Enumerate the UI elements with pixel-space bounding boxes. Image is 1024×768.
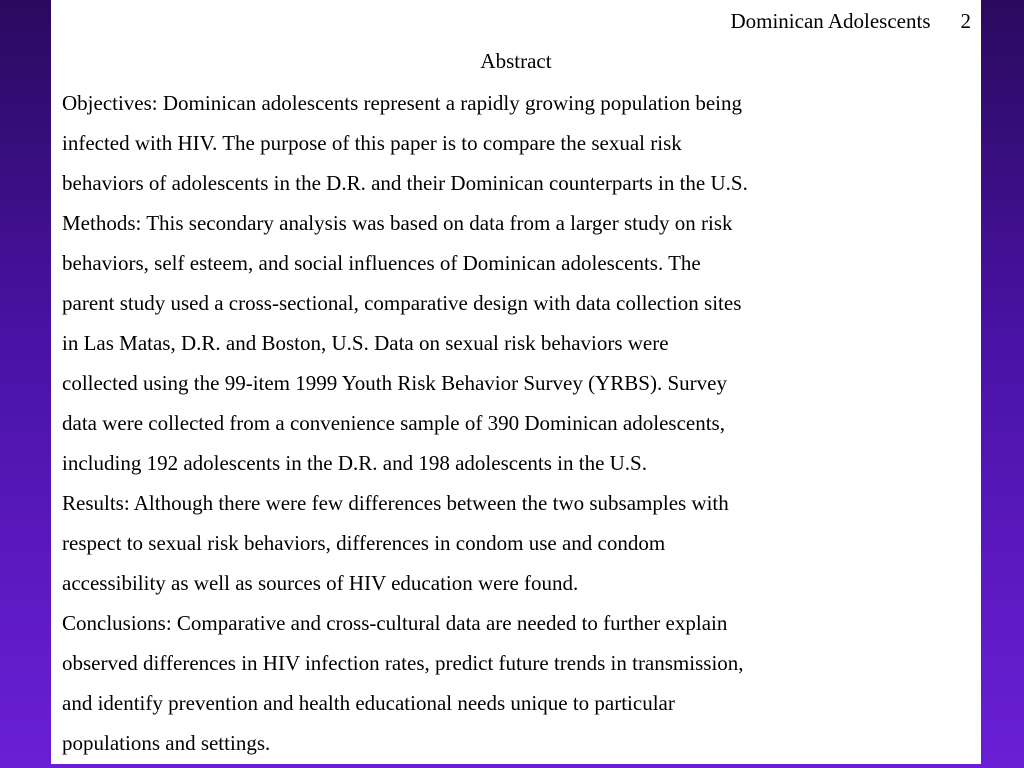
running-title: Dominican Adolescents xyxy=(730,9,931,33)
abstract-line: Objectives: Dominican adolescents represent a rapidly growing population being xyxy=(62,91,742,115)
abstract-body xyxy=(62,88,972,768)
abstract-line: Results: Although there were few differences between the two subsamples with xyxy=(62,491,729,515)
abstract-line: and identify prevention and health educational needs unique to particular xyxy=(62,691,675,715)
abstract-line: data were collected from a convenience sample of 390 Dominican adolescents, xyxy=(62,411,725,435)
running-head xyxy=(730,9,971,34)
page-number: 2 xyxy=(960,9,971,33)
abstract-line: behaviors of adolescents in the D.R. and their Dominican counterparts in the U.S. xyxy=(62,171,748,195)
abstract-line: Methods: This secondary analysis was based on data from a larger study on risk xyxy=(62,211,733,235)
abstract-line: infected with HIV. The purpose of this paper is to compare the sexual risk xyxy=(62,131,682,155)
abstract-line: observed differences in HIV infection rates, predict future trends in transmission, xyxy=(62,651,744,675)
abstract-line: respect to sexual risk behaviors, differences in condom use and condom xyxy=(62,531,666,555)
abstract-line: collected using the 99-item 1999 Youth Risk Behavior Survey (YRBS). Survey xyxy=(62,371,727,395)
abstract-line: populations and settings. xyxy=(62,731,271,755)
abstract-line: accessibility as well as sources of HIV education were found. xyxy=(62,571,579,595)
abstract-line: Conclusions: Comparative and cross-cultural data are needed to further explain xyxy=(62,611,728,635)
abstract-heading: Abstract xyxy=(480,49,552,73)
abstract-line: behaviors, self esteem, and social influences of Dominican adolescents. The xyxy=(62,251,701,275)
abstract-line: in Las Matas, D.R. and Boston, U.S. Data on sexual risk behaviors were xyxy=(62,331,669,355)
abstract-line: parent study used a cross-sectional, comparative design with data collection sites xyxy=(62,291,742,315)
abstract-line: including 192 adolescents in the D.R. and 198 adolescents in the U.S. xyxy=(62,451,647,475)
document-page xyxy=(51,0,981,764)
